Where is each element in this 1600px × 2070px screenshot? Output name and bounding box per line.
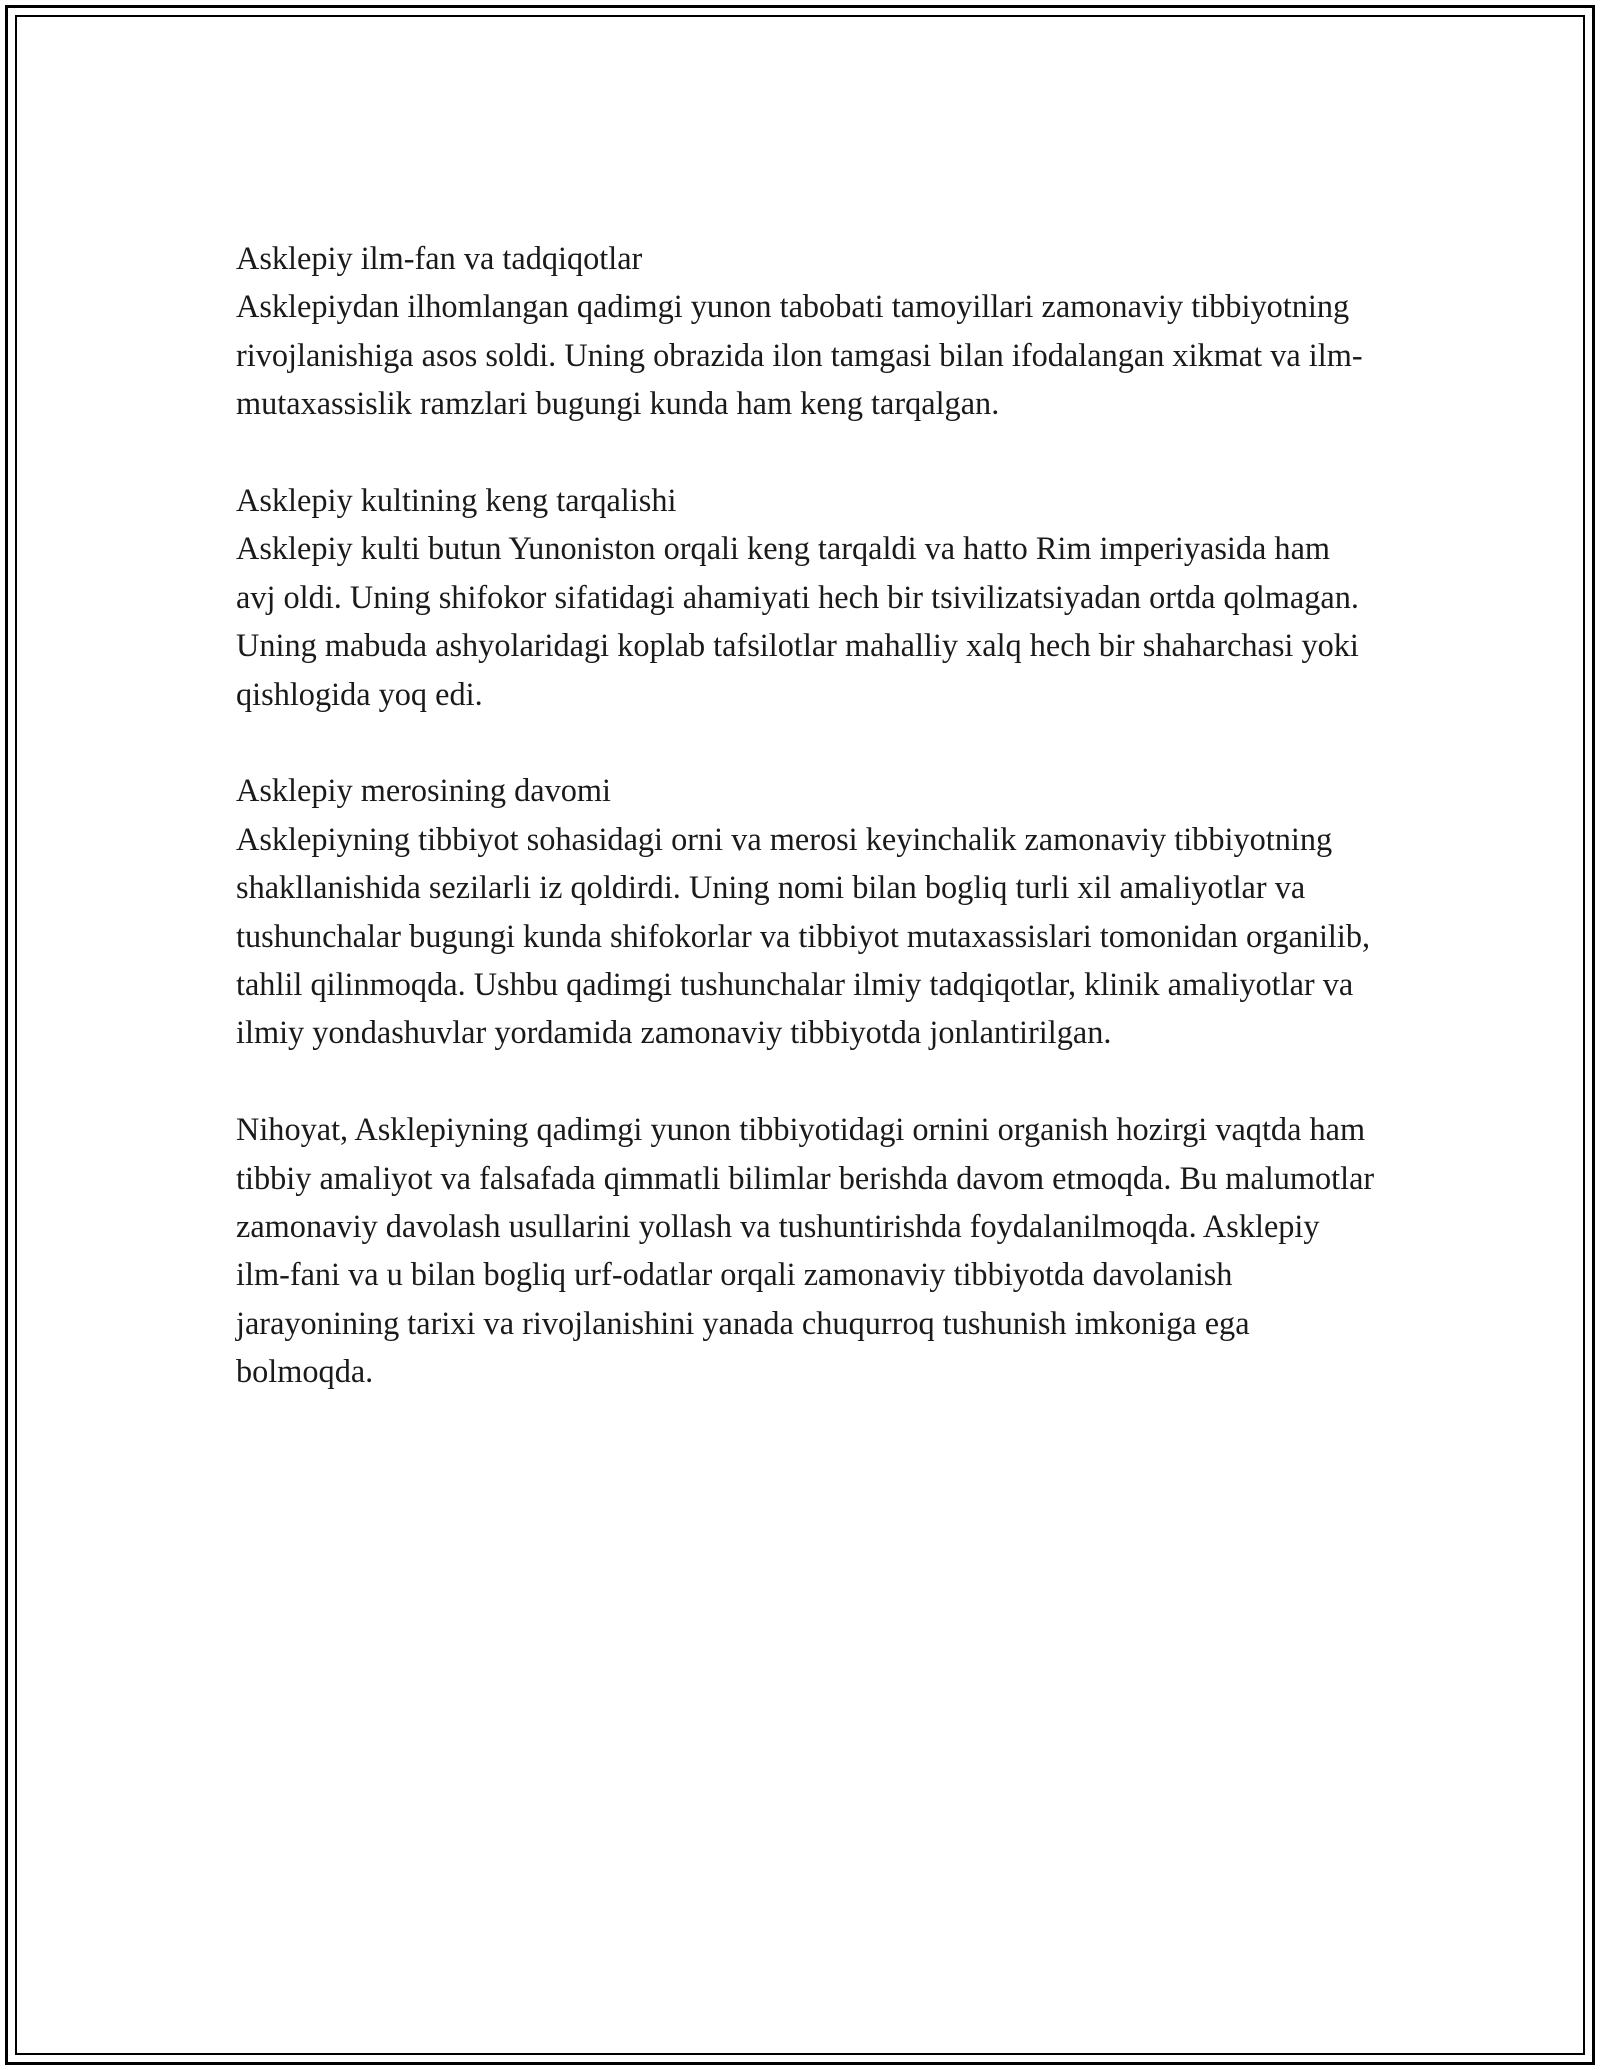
section-title: Asklepiy ilm-fan va tadqiqotlar xyxy=(236,240,643,276)
section-paragraph: Asklepiyning tibbiyot sohasidagi orni va merosi keyinchalik zamonaviy tibbiyotning shakllanishida sezilarli iz qoldirdi. Uning nomi bilan bogliq turli xil amaliyotlar va tushunchalar bugungi kunda shifokorlar va tibbiyot mutaxassislari tomonidan organilib, tahlil qilinmoqda. Ushbu qadimgi tushunchalar ilmiy tadqiqotlar, klinik amaliyotlar va ilmiy yondashuvlar yordamida zamonaviy tibbiyotda jonlantirilgan. xyxy=(236,820,1371,1051)
section-ilm-fan xyxy=(236,234,1376,428)
section-paragraph: Asklepiy kulti butun Yunoniston orqali keng tarqaldi va hatto Rim imperiyasida ham avj oldi. Uning shifokor sifatidagi ahamiyati hech bir tsivilizatsiyadan ortda qolmagan. Uning mabuda ashyolaridagi koplab tafsilotlar mahalliy xalq hech bir shaharchasi yoki qishlogida yoq edi. xyxy=(236,530,1359,712)
section-title: Asklepiy merosining davomi xyxy=(236,772,611,809)
conclusion-paragraph: Nihoyat, Asklepiyning qadimgi yunon tibbiyotidagi ornini organish hozirgi vaqtda ham tibbiy amaliyot va falsafada qimmatli bilimlar berishda davom etmoqda. Bu malumotlar zamonaviy davolash usullarini yollash va tushuntirishda foydalanilmoqda. Asklepiy ilm-fani va u bilan bogliq urf-odatlar orqali zamonaviy tibbiyotda davolanish jarayonining tarixi va rivojlanishini yanada chuqurroq tushunish imkoniga ega bolmoqda. xyxy=(236,1111,1375,1390)
section-title: Asklepiy kultining keng tarqalishi xyxy=(236,482,677,519)
section-conclusion xyxy=(236,1105,1376,1395)
section-meros xyxy=(236,766,1376,1056)
section-paragraph: Asklepiydan ilhomlangan qadimgi yunon tabobati tamoyillari zamonaviy tibbiyotning rivojlanishiga asos soldi. Uning obrazida ilon tamgasi bilan ifodalangan xikmat va ilm-mutaxassislik ramzlari bugungi kunda ham keng tarqalgan. xyxy=(236,288,1363,422)
document-content xyxy=(236,234,1376,1444)
section-kult xyxy=(236,476,1376,718)
